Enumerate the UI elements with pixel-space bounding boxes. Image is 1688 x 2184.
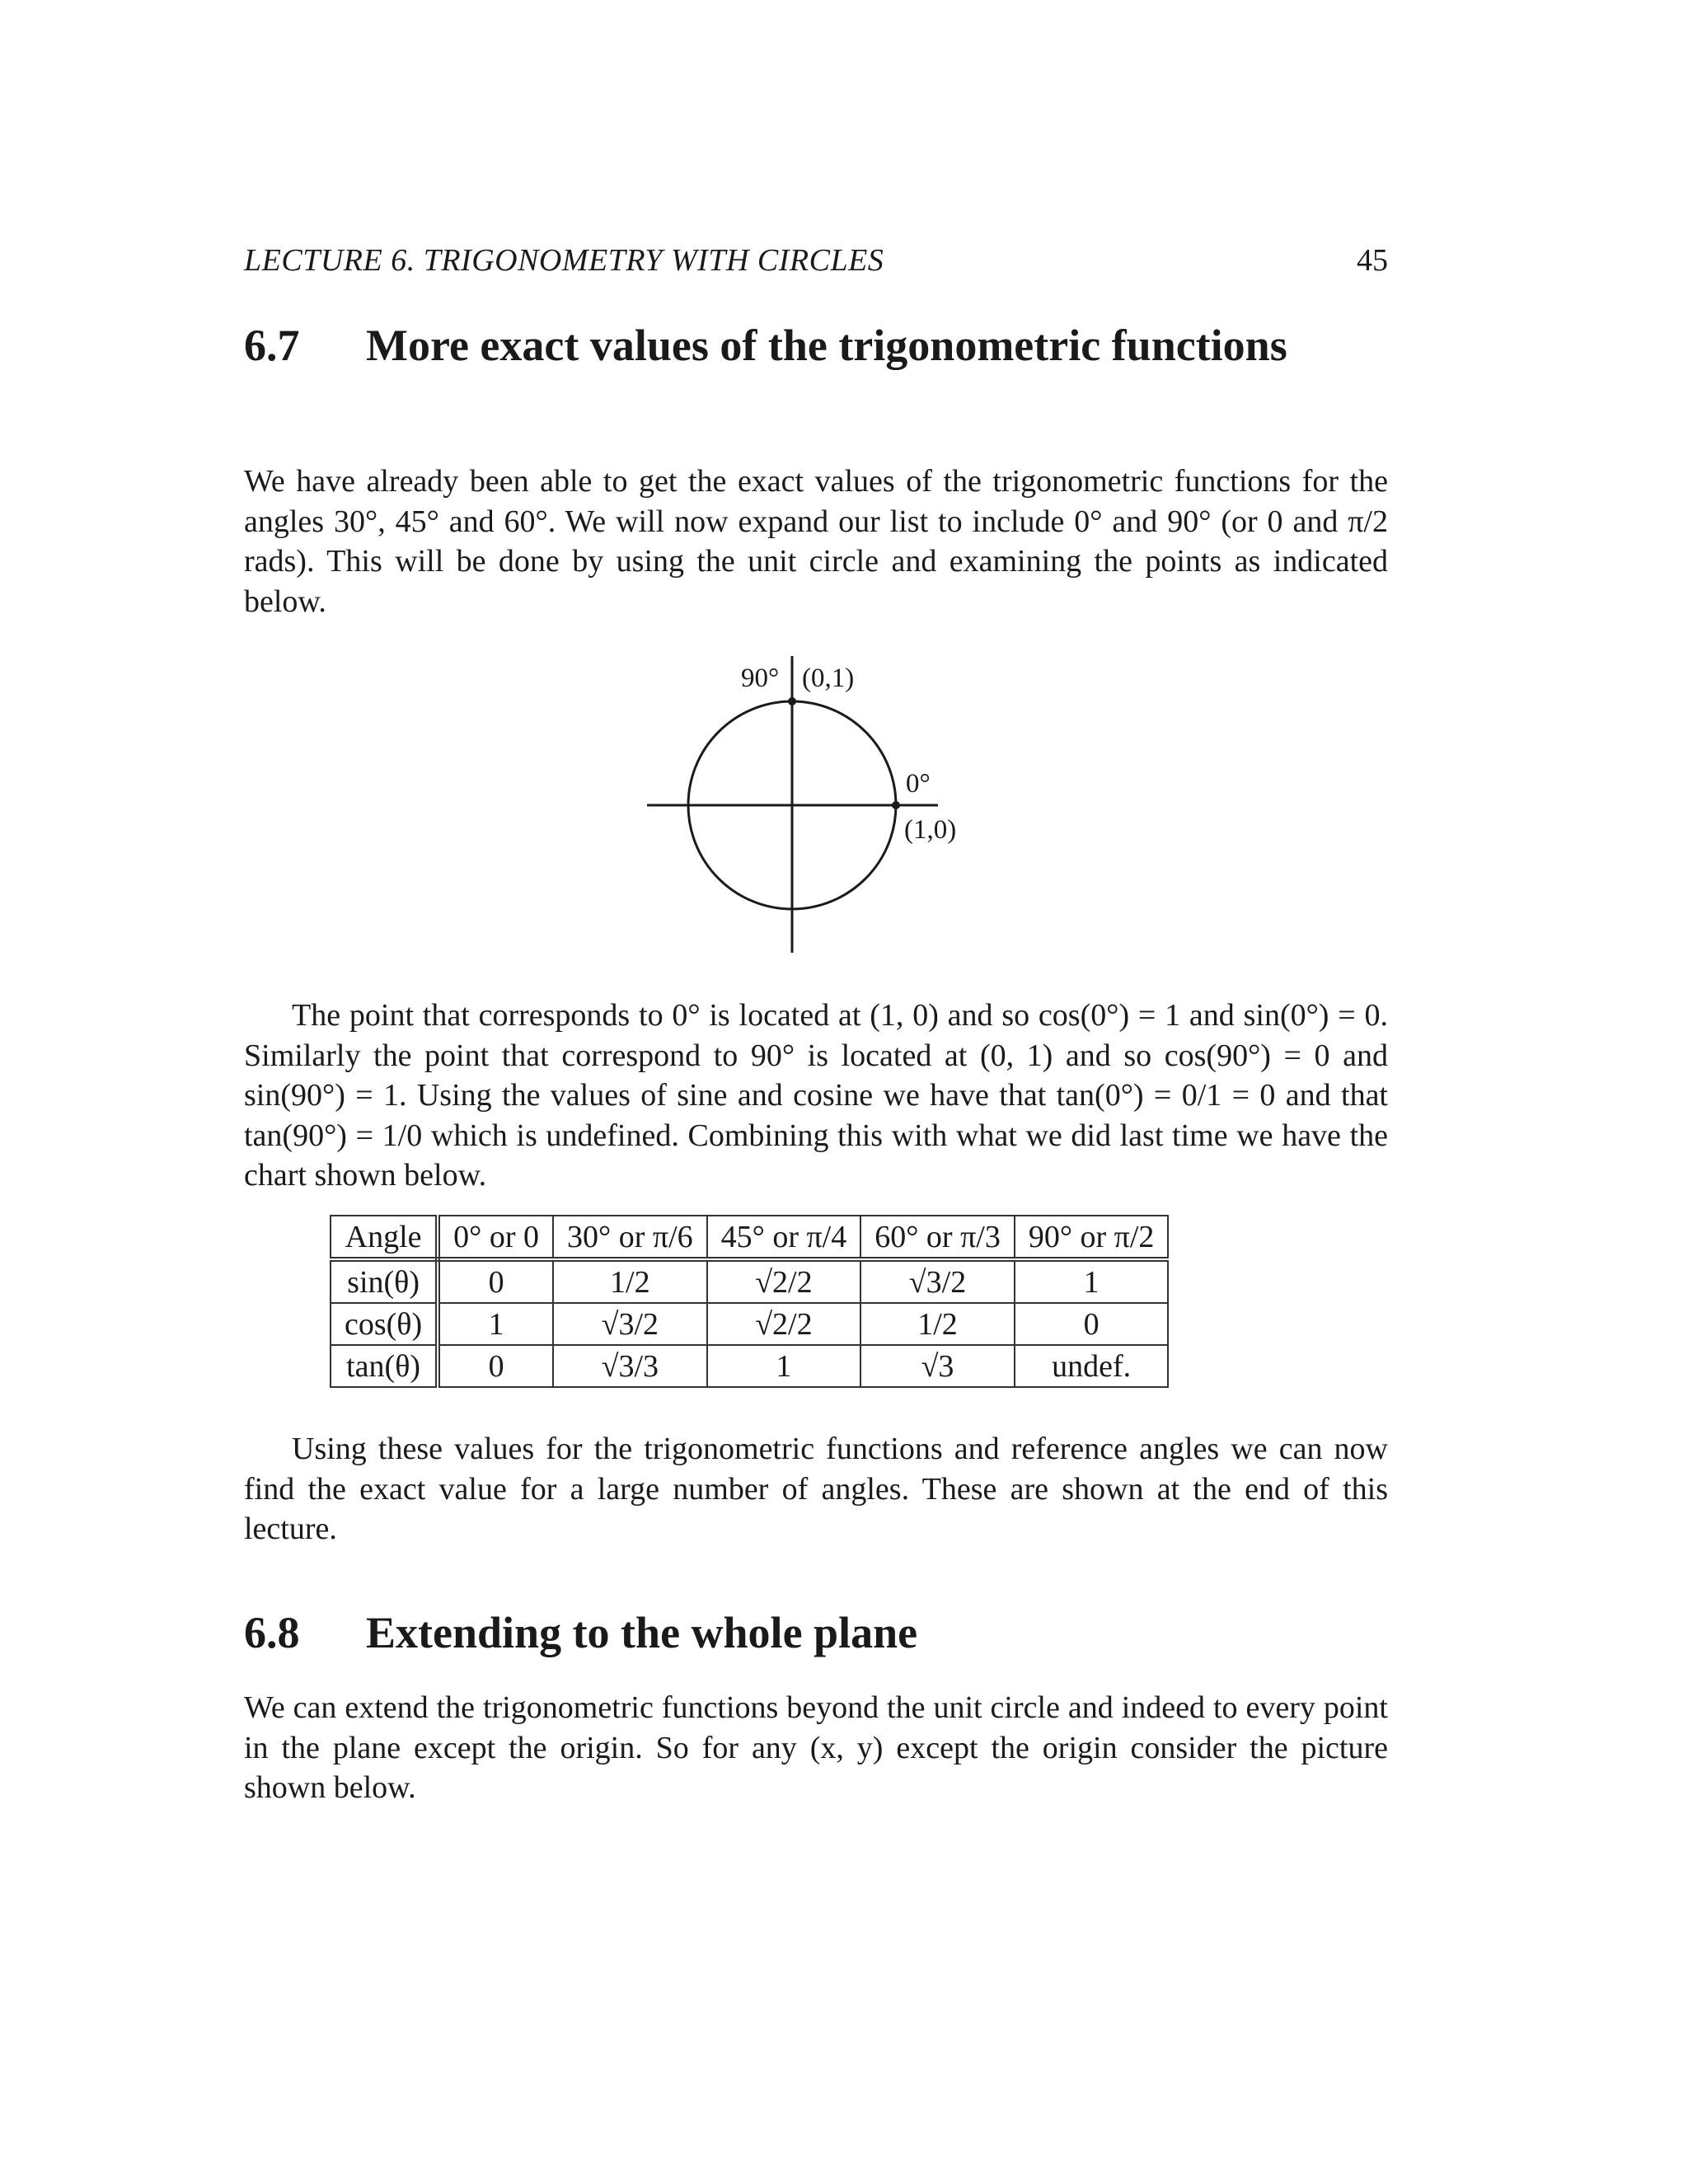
table-cell: 0 [438, 1259, 553, 1303]
table-row [331, 1259, 1168, 1303]
table-row [331, 1303, 1168, 1345]
table-cell: 1/2 [860, 1303, 1015, 1345]
after-figure-paragraph [244, 996, 1388, 1196]
point-0-1 [788, 697, 796, 705]
table-cell: 1 [707, 1345, 861, 1387]
after-table-paragraph [244, 1429, 1388, 1549]
table-cell: √3 [860, 1345, 1015, 1387]
table-row-label: tan(θ) [331, 1345, 438, 1387]
label-point-0-1: (0,1) [802, 663, 855, 693]
section-number: 6.8 [244, 1608, 300, 1657]
section-6-8-paragraph [244, 1688, 1388, 1808]
intro-text: We have already been able to get the exact values of the trigonometric functions for the angles 30°, 45° and 60°. We will now expand our list to include 0° and 90° (or 0 and π/2 rads). This will be done by using the unit circle and examining the points as indicated below. [244, 464, 1388, 619]
table-row [331, 1345, 1168, 1387]
table-cell: 0 [1015, 1303, 1169, 1345]
table-cell: √2/2 [707, 1259, 861, 1303]
section-number: 6.7 [244, 321, 300, 370]
table-header-cell: 30° or π/6 [553, 1216, 707, 1259]
table-cell: √3/3 [553, 1345, 707, 1387]
table-header-cell: 0° or 0 [438, 1216, 553, 1259]
after-table-text: Using these values for the trigonometric functions and reference angles we can now find the exact value for a large number of angles. These are shown at the end of this lecture. [244, 1432, 1388, 1546]
running-head [244, 242, 1388, 284]
table-row-label: cos(θ) [331, 1303, 438, 1345]
point-1-0 [892, 801, 900, 809]
section-title: Extending to the whole plane [366, 1608, 918, 1657]
trig-values-table [330, 1215, 1169, 1388]
table-cell: undef. [1015, 1345, 1169, 1387]
unit-circle-svg [626, 648, 1006, 977]
after-figure-text: The point that corresponds to 0° is located at (1, 0) and so cos(0°) = 1 and sin(0°) = 0. Similarly the point that correspond to 90° is located at (0, 1) and so cos(90°) = 0 and sin(90°) = 1. Using the values of sine and cosine we have that tan(0°) = 0/1 = 0 and that tan(90°) = 1/0 which is undefined. Combining this with what we did last time we have the chart shown below. [244, 998, 1388, 1193]
section-6-8-text: We can extend the trigonometric functions beyond the unit circle and indeed to every point in the plane except the origin. So for any (x, y) except the origin consider the picture shown below. [244, 1690, 1388, 1805]
table-cell: 1 [1015, 1259, 1169, 1303]
label-90-degrees: 90° [741, 663, 780, 693]
running-head-title: LECTURE 6. TRIGONOMETRY WITH CIRCLES [244, 243, 884, 278]
table-header-row [331, 1216, 1168, 1259]
label-0-degrees: 0° [906, 769, 931, 799]
intro-paragraph [244, 462, 1388, 621]
table-cell: 1 [438, 1303, 553, 1345]
table-cell: 1/2 [553, 1259, 707, 1303]
unit-circle-figure [626, 648, 1006, 977]
table-header-cell: Angle [331, 1216, 438, 1259]
section-title: More exact values of the trigonometric functions [366, 321, 1287, 370]
table-header-cell: 45° or π/4 [707, 1216, 861, 1259]
table-header-cell: 90° or π/2 [1015, 1216, 1169, 1259]
table-row-label: sin(θ) [331, 1259, 438, 1303]
table-cell: √2/2 [707, 1303, 861, 1345]
label-point-1-0: (1,0) [904, 815, 957, 845]
table-cell: √3/2 [553, 1303, 707, 1345]
table-cell: √3/2 [860, 1259, 1015, 1303]
table-cell: 0 [438, 1345, 553, 1387]
table-header-cell: 60° or π/3 [860, 1216, 1015, 1259]
page-number: 45 [1357, 243, 1388, 278]
